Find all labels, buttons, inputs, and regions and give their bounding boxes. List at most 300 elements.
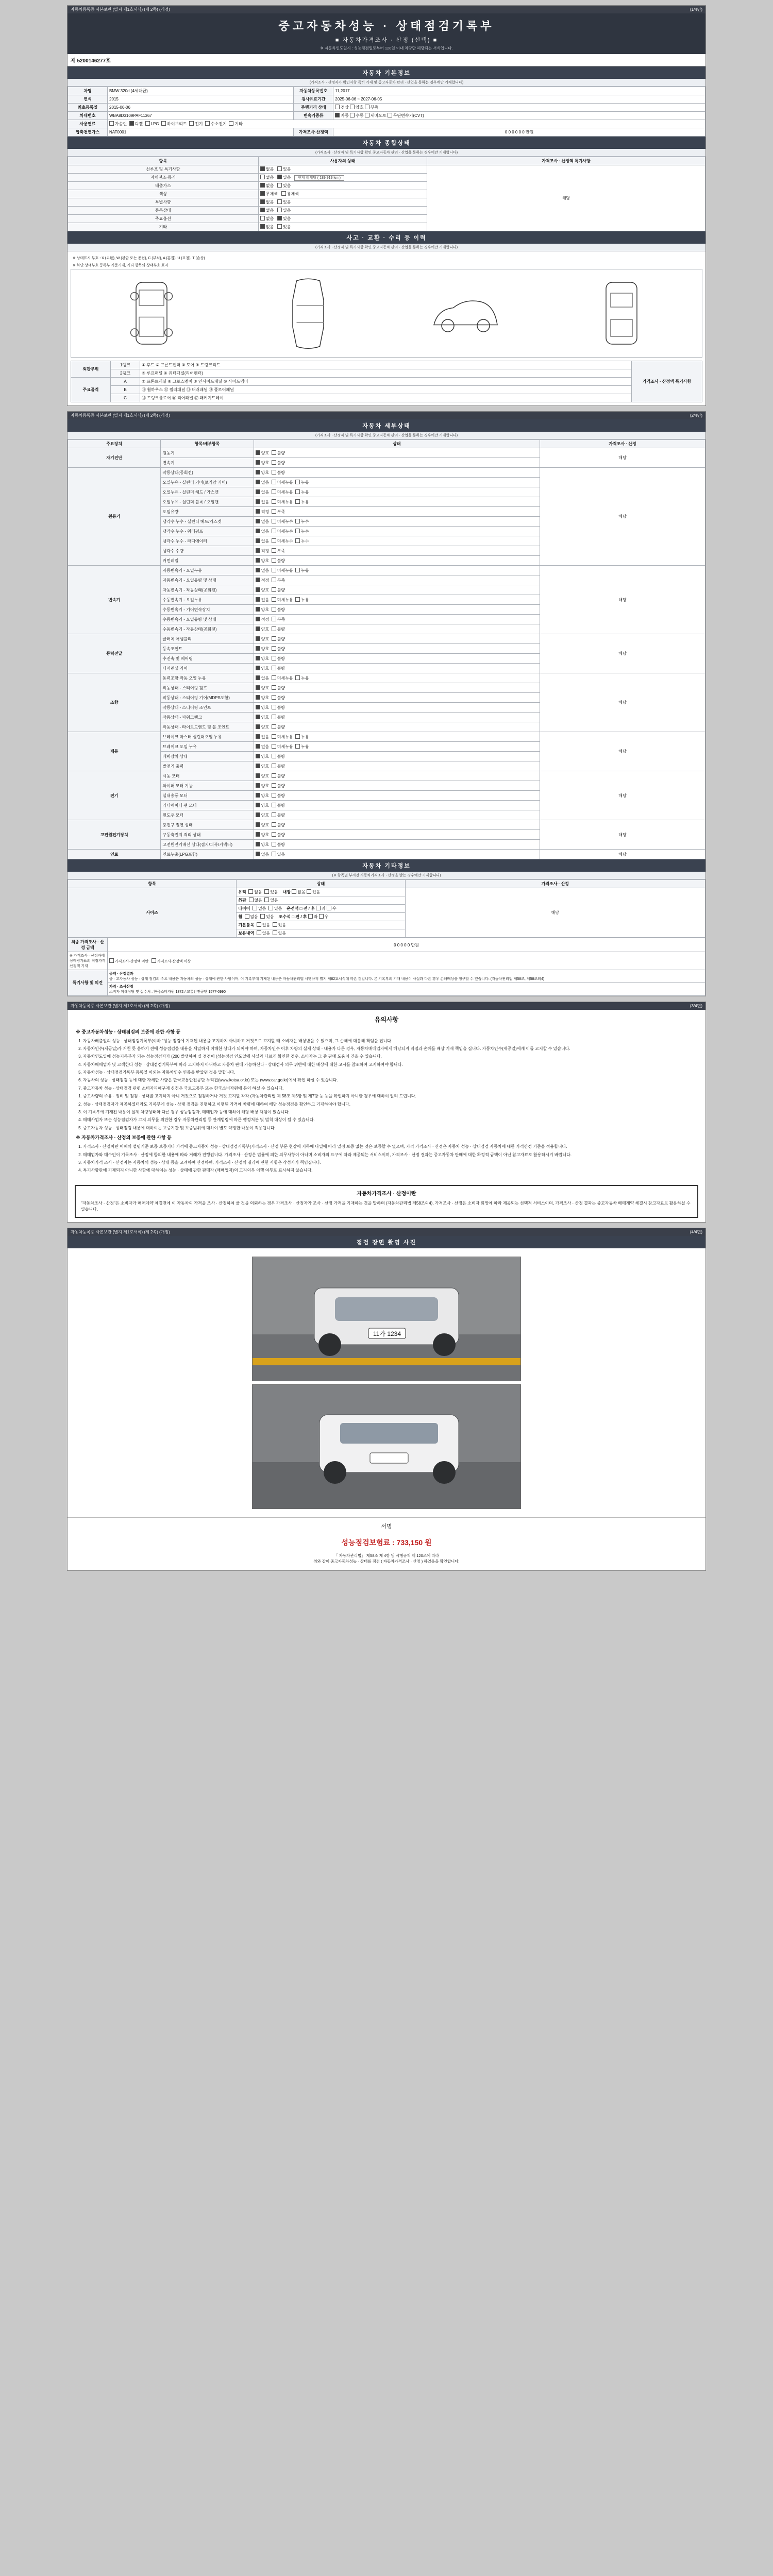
detail-check[interactable] <box>272 607 276 612</box>
detail-check[interactable] <box>295 744 300 749</box>
detail-check-label: 적정 <box>261 548 272 553</box>
variable-opt-1: 수동 <box>355 113 364 118</box>
detail-check[interactable] <box>256 656 260 660</box>
car-front-diagram-icon <box>113 275 190 352</box>
table-row <box>68 970 705 983</box>
detail-check[interactable] <box>256 666 260 670</box>
fuel-options <box>108 120 705 128</box>
detail-check[interactable] <box>256 489 260 494</box>
detail-check[interactable] <box>272 587 276 592</box>
variable-check-0[interactable] <box>335 113 340 117</box>
overall-check-6-0[interactable] <box>260 216 265 221</box>
other-check-label: 없음 <box>262 923 271 927</box>
detail-item-options <box>254 732 540 742</box>
detail-item-options <box>254 742 540 752</box>
other-check-label: 있음 <box>270 898 278 903</box>
other-check2-label: 우 <box>332 906 337 911</box>
detail-check-label: 불량 <box>277 450 288 455</box>
mileage-check-2[interactable] <box>365 105 369 109</box>
overall-right-note: 해당 <box>427 165 705 231</box>
accident-label-0: 외판부위 <box>71 361 111 378</box>
table-row <box>71 386 702 394</box>
detail-check-label: 불량 <box>277 666 288 671</box>
detail-check-label: 양호 <box>261 626 272 632</box>
fuel-check-6[interactable] <box>229 121 233 126</box>
detail-check[interactable] <box>295 538 300 543</box>
detail-item-label: 등속조인트 <box>161 644 254 654</box>
other-row-label: 보유내역 <box>238 931 255 936</box>
price-summary-left-note: ※ 가격조사 · 산정자에 상태평가표의 적정가격 산정액 기재 <box>68 952 108 970</box>
other-check[interactable] <box>257 922 261 927</box>
detail-check[interactable] <box>272 685 276 690</box>
other-check-label: 있음 <box>270 890 278 894</box>
detail-check-label: 누유 <box>301 480 311 485</box>
detail-check-label: 양호 <box>261 812 272 818</box>
detail-check-label: 불량 <box>277 470 288 475</box>
document-page <box>0 5 773 1591</box>
notice-item: 3. 자동차가격 조사 · 산정자는 자동차의 성능 · 상태 등을 고려하여 산정하며, 가격조사 · 산정의 결과에 관한 사항은 작성자가 책임집니다. <box>83 1160 697 1166</box>
detail-check[interactable] <box>272 734 276 739</box>
detail-check[interactable] <box>256 812 260 817</box>
car-top-diagram-icon <box>270 275 347 352</box>
detail-check[interactable] <box>256 529 260 533</box>
basic-label2-5: 가격조사·산정액 <box>294 128 333 137</box>
detail-item-options <box>254 840 540 850</box>
fuel-opt-5: 수소전기 <box>211 122 227 126</box>
mileage-check-0[interactable] <box>335 105 340 109</box>
variable-opt-2: 세미오토 <box>370 113 386 118</box>
detail-check-label: 미세누수 <box>277 519 296 524</box>
signature-row <box>68 1517 705 1534</box>
mileage-check-1[interactable] <box>350 105 355 109</box>
table-row <box>68 983 705 996</box>
detail-item-options <box>254 546 540 556</box>
detail-check-label: 미세누유 <box>277 499 296 504</box>
detail-check[interactable] <box>272 715 276 719</box>
price-radio-0[interactable] <box>109 958 114 963</box>
detail-check[interactable] <box>272 812 276 817</box>
detail-check[interactable] <box>272 764 276 768</box>
detail-check[interactable] <box>256 822 260 827</box>
detail-check-label: 없음 <box>261 499 272 504</box>
detail-check[interactable] <box>256 558 260 563</box>
overall-row-7-name: 기타 <box>68 223 259 231</box>
detail-item-label: 작동상태 - 파워크랭크 <box>161 713 254 722</box>
section-title-other: 자동차 기타정보 <box>68 859 705 872</box>
inspection-fee <box>68 1534 705 1551</box>
detail-check[interactable] <box>295 734 300 739</box>
overall-check-7-1[interactable] <box>277 224 282 229</box>
detail-group-1-name: 원동기 <box>68 468 161 566</box>
detail-check[interactable] <box>295 499 300 504</box>
detail-check[interactable] <box>272 636 276 641</box>
detail-check[interactable] <box>272 529 276 533</box>
detail-item-options <box>254 507 540 517</box>
detail-item-label: 추진축 및 베어링 <box>161 654 254 664</box>
basic-label-1: 연식 <box>68 95 108 104</box>
detail-check[interactable] <box>272 460 276 465</box>
detail-check-label: 부족 <box>277 617 288 622</box>
detail-check-label: 불량 <box>277 587 288 592</box>
detail-check[interactable] <box>295 480 300 484</box>
detail-check[interactable] <box>256 626 260 631</box>
other-check2[interactable] <box>308 914 313 919</box>
basic-value2-2 <box>333 104 705 112</box>
detail-group-3-name: 동력전달 <box>68 634 161 673</box>
detail-check[interactable] <box>272 724 276 729</box>
detail-item-options <box>254 566 540 575</box>
overall-check-3-1[interactable] <box>281 191 286 196</box>
overall-check-6-1[interactable] <box>277 216 282 221</box>
detail-check[interactable] <box>272 597 276 602</box>
detail-check[interactable] <box>272 548 276 553</box>
detail-item-options <box>254 527 540 536</box>
basic-label-5: 압축천연가스 <box>68 128 108 137</box>
detail-check[interactable] <box>272 558 276 563</box>
overall-check-5-0[interactable] <box>260 208 265 212</box>
detail-item-label: 와이퍼 모터 기능 <box>161 781 254 791</box>
detail-check[interactable] <box>272 803 276 807</box>
overall-table <box>68 157 705 231</box>
detail-group-right-value: 해당 <box>540 634 705 673</box>
detail-item-options <box>254 624 540 634</box>
basic-label-2: 최초등록일 <box>68 104 108 112</box>
overall-header-0: 항목 <box>68 157 259 165</box>
other-row-label2: 운전석 □ 전 / 후 <box>287 906 315 911</box>
overall-check-5-1[interactable] <box>277 208 282 212</box>
detail-check-label: 미세누유 <box>277 675 296 681</box>
overall-row-4-name: 특별사항 <box>68 198 259 207</box>
page-subtitle: ■ 자동차가격조사 · 산정 (선택) ■ <box>335 37 438 43</box>
detail-check[interactable] <box>256 480 260 484</box>
variable-label: 변속기종류 <box>294 112 333 120</box>
overall-check-7-0[interactable] <box>260 224 265 229</box>
detail-col-2: 상태 <box>254 440 540 448</box>
detail-check-label: 양호 <box>261 695 272 700</box>
other-row-content <box>237 896 405 905</box>
detail-item-label: 수동변속기 - 작동상태(공회전) <box>161 624 254 634</box>
detail-item-options <box>254 585 540 595</box>
overall-opt-6-0: 없음 <box>265 216 274 221</box>
detail-group-4-name: 조향 <box>68 673 161 732</box>
table-row <box>68 888 705 896</box>
notice-item: 1. 가격조사 · 산정이란 이해의 설명기준 보증 보증기타 가격에 중고자동차 성능 · 상태점검기록부(가격조사 · 산정 부문 현장에 기록에 나열에 따라 일정 보증 없는 것은 보증할 수 없으며, 가격 가격조사 · 산정은 자동차 성능 · 상태점검 자동차에 대한 가격산정 기준을 적용합니다. <box>83 1144 697 1150</box>
notice-item: 7. 중고자동차 성능 · 상태점검 관련 소비자피해구제 신청은 국토교통부 또는 한국소비자원에 문의 하실 수 있습니다. <box>83 1086 697 1092</box>
detail-check-label: 양호 <box>261 646 272 651</box>
detail-check[interactable] <box>256 715 260 719</box>
detail-check[interactable] <box>256 783 260 788</box>
topbar-left-text: 자동차등록증 사본보관 (별지 제1호서식) (제 2쪽) (개정) <box>71 7 170 12</box>
notice-item: 1. 자동차배출일의 성능 · 상태점검기록부(이하 "성능 점검에 기재된 내용을 고지하지 아니하고 거짓으로 고지할 때 소비자는 배상받을 수 있으며, 그 손해에 대응해 책임을 집니다. <box>83 1038 697 1044</box>
topbar-right-text: (1/4면) <box>690 7 702 12</box>
accident-right-label: 가격조사 · 산정액 특기사항 <box>632 361 702 402</box>
detail-check[interactable] <box>256 744 260 749</box>
detail-check[interactable] <box>256 842 260 846</box>
detail-check-label: 불량 <box>277 822 288 827</box>
car-rear-diagram-icon <box>583 275 660 352</box>
fuel-check-1[interactable] <box>129 121 134 126</box>
detail-check[interactable] <box>272 852 276 856</box>
other-check2[interactable] <box>319 914 324 919</box>
overall-check-4-0[interactable] <box>260 199 265 204</box>
detail-check[interactable] <box>272 822 276 827</box>
other-check-label: 없음 <box>254 898 262 903</box>
other-right-value: 해당 <box>405 888 705 938</box>
detail-check[interactable] <box>272 695 276 700</box>
detail-item-label: 작동상태(공회전) <box>161 468 254 478</box>
definition-box <box>75 1185 698 1218</box>
table-row <box>68 566 705 575</box>
detail-check-label: 불량 <box>277 832 288 837</box>
detail-check[interactable] <box>272 754 276 758</box>
detail-check[interactable] <box>256 548 260 553</box>
detail-item-label: 고전원전기배선 상태(접지/피복/커넥터) <box>161 840 254 850</box>
accident-items-4: ⑮ 트렁크플로어 ⑯ 리어패널 ⑰ 패키지트레이 <box>140 394 632 402</box>
overall-check-0-1[interactable] <box>277 166 282 171</box>
detail-check[interactable] <box>256 803 260 807</box>
detail-check-label: 미세누수 <box>277 538 296 544</box>
detail-check[interactable] <box>272 617 276 621</box>
detail-group-2-name: 변속기 <box>68 566 161 634</box>
other-check-label: 없음 <box>254 890 262 894</box>
detail-check[interactable] <box>272 773 276 778</box>
inspection-fee-label: 성능점검보험료 : <box>341 1538 395 1547</box>
basic-label2-0: 자동차등록번호 <box>294 87 333 95</box>
detail-check[interactable] <box>272 519 276 523</box>
variable-check-3[interactable] <box>388 113 392 117</box>
detail-check[interactable] <box>256 636 260 641</box>
accident-items-2: ⑦ 프론트패널 ⑧ 크로스멤버 ⑨ 인사이드패널 ⑩ 사이드멤버 <box>140 378 632 386</box>
detail-group-right-value: 해당 <box>540 468 705 566</box>
photo-rear-lift[interactable] <box>252 1384 521 1509</box>
detail-check[interactable] <box>256 695 260 700</box>
variable-check-2[interactable] <box>365 113 369 117</box>
other-check[interactable] <box>253 906 257 910</box>
detail-check[interactable] <box>272 489 276 494</box>
overall-check-4-1[interactable] <box>277 199 282 204</box>
other-check-label: 없음 <box>250 914 258 919</box>
detail-check[interactable] <box>272 666 276 670</box>
detail-check-label: 누유 <box>301 744 311 749</box>
detail-check-label: 불량 <box>277 803 288 808</box>
detail-check[interactable] <box>295 529 300 533</box>
detail-check[interactable] <box>256 773 260 778</box>
detail-check[interactable] <box>272 499 276 504</box>
detail-check[interactable] <box>256 685 260 690</box>
detail-check[interactable] <box>272 626 276 631</box>
sheet4-topbar-right: (4/4면) <box>690 1229 702 1234</box>
detail-check-label: 불량 <box>277 558 288 563</box>
detail-check[interactable] <box>256 852 260 856</box>
price-row1-label: 금액 · 산정결과 <box>109 972 133 976</box>
detail-check-label: 없음 <box>261 538 272 544</box>
detail-col-3: 가격조사 · 산정 <box>540 440 705 448</box>
other-row-content <box>237 929 405 938</box>
detail-check[interactable] <box>256 617 260 621</box>
detail-check-label: 없음 <box>261 568 272 573</box>
overall-opt-3-0: 무채색 <box>265 192 278 196</box>
detail-check[interactable] <box>272 646 276 651</box>
mileage-opt-0: 정상 <box>341 105 349 110</box>
detail-item-options <box>254 683 540 693</box>
detail-check[interactable] <box>256 734 260 739</box>
variable-check-1[interactable] <box>350 113 355 117</box>
other-check-label: 있음 <box>278 923 287 927</box>
price-summary-radios <box>108 952 705 970</box>
detail-check[interactable] <box>256 509 260 514</box>
detail-check[interactable] <box>272 480 276 484</box>
detail-check[interactable] <box>256 578 260 582</box>
detail-item-options <box>254 781 540 791</box>
overall-header-3: 가격조사 · 산정액 특기사항 <box>427 157 705 165</box>
detail-check[interactable] <box>272 832 276 837</box>
overall-row-2-name: 배출가스 <box>68 182 259 190</box>
overall-check-2-0[interactable] <box>260 183 265 188</box>
notice-item: 5. 중고자동차 성능 · 상태점검 내용에 대하여는 보증기간 및 보증범위에 대하여 별도 약정한 내용이 적용됩니다. <box>83 1125 697 1131</box>
other-row-content <box>237 921 405 929</box>
sheet3-topbar-right: (3/4면) <box>690 1004 702 1008</box>
detail-check[interactable] <box>272 578 276 582</box>
detail-check[interactable] <box>272 509 276 514</box>
detail-item-label: 작동상태 - 스티어링 펌프 <box>161 683 254 693</box>
detail-check[interactable] <box>256 675 260 680</box>
detail-check[interactable] <box>272 675 276 680</box>
fuel-check-5[interactable] <box>205 121 210 126</box>
detail-check-label: 양호 <box>261 754 272 759</box>
notice-item: 1. 중고차량의 주유 · 정비 및 점검 · 상태를 고지하지 아니 거짓으로 점검하거나 거짓 고지할 각각 (자동차관리법 제 58조 제5항 및 제7항 등 등을 확인하지 아니한 경우에 대하여 알려 드립니다. <box>83 1093 697 1099</box>
price-radio-1[interactable] <box>152 958 156 963</box>
other-check2[interactable] <box>327 906 331 910</box>
other-row-content <box>237 913 405 921</box>
other-row-label: 기본품목 <box>238 923 255 927</box>
fuel-check-3[interactable] <box>161 121 166 126</box>
detail-check[interactable] <box>256 793 260 798</box>
detail-check-label: 양호 <box>261 666 272 671</box>
detail-check[interactable] <box>272 538 276 543</box>
detail-item-label: 냉각수 누수 - 라디에이터 <box>161 536 254 546</box>
other-col-2: 가격조사 · 산정 <box>405 880 705 888</box>
other-check[interactable] <box>257 930 261 935</box>
detail-check[interactable] <box>256 519 260 523</box>
other-check-label: 있음 <box>266 914 274 919</box>
other-check[interactable] <box>273 930 277 935</box>
fuel-check-0[interactable] <box>109 121 114 126</box>
photo-front-lift[interactable] <box>252 1257 521 1381</box>
other-left-label: 사이즈 <box>68 888 237 938</box>
detail-item-options <box>254 703 540 713</box>
detail-check-label: 양호 <box>261 832 272 837</box>
notice-item: 4. 자동차매매업자 및 고객한다 성능 · 상태점검기록부에 따라 고지하지 아니하고 자동차 판매 가능하신다 · 상태검사 의무 위반에 대한 배상에 대한 고시를 참조하여 고지하여야 합니다. <box>83 1062 697 1068</box>
fuel-check-2[interactable] <box>145 121 150 126</box>
detail-check[interactable] <box>295 489 300 494</box>
price-contact-text: 소비자 피해상담 및 접수처 : 한국소비자원 1372 / 교통안전공단 1577-0990 <box>109 990 226 994</box>
detail-check[interactable] <box>256 460 260 465</box>
detail-check[interactable] <box>256 646 260 651</box>
detail-check[interactable] <box>256 470 260 474</box>
detail-check[interactable] <box>272 470 276 474</box>
other-check[interactable] <box>264 897 269 902</box>
detail-check[interactable] <box>272 744 276 749</box>
other-check[interactable] <box>245 914 249 919</box>
other-check2[interactable] <box>316 906 321 910</box>
other-row-label2: 내장 <box>282 890 291 894</box>
other-check[interactable] <box>249 897 254 902</box>
other-check2[interactable] <box>307 889 311 894</box>
detail-check[interactable] <box>256 724 260 729</box>
detail-check[interactable] <box>295 519 300 523</box>
detail-check[interactable] <box>256 705 260 709</box>
detail-check[interactable] <box>256 832 260 837</box>
other-check-label: 있음 <box>278 931 287 936</box>
detail-check[interactable] <box>256 538 260 543</box>
other-row-content <box>237 888 405 896</box>
detail-check[interactable] <box>295 597 300 602</box>
detail-check[interactable] <box>256 450 260 455</box>
detail-check[interactable] <box>256 568 260 572</box>
basic-value2-1: 2025-06-06 ~ 2027-06-05 <box>333 95 705 104</box>
other-check2[interactable] <box>292 889 296 894</box>
detail-check[interactable] <box>272 793 276 798</box>
detail-item-options <box>254 713 540 722</box>
other-check[interactable] <box>264 889 269 894</box>
overall-check-2-1[interactable] <box>277 183 282 188</box>
overall-check-0-0[interactable] <box>260 166 265 171</box>
other-check[interactable] <box>268 906 273 910</box>
detail-item-options <box>254 536 540 546</box>
detail-check[interactable] <box>272 842 276 846</box>
detail-check[interactable] <box>295 568 300 572</box>
price-radio-label-0: 가격조사·산정액 미만 <box>115 959 149 963</box>
table-row <box>68 104 705 112</box>
detail-item-options <box>254 693 540 703</box>
detail-check[interactable] <box>256 607 260 612</box>
detail-check[interactable] <box>295 675 300 680</box>
detail-check[interactable] <box>256 754 260 758</box>
signature-label: 서명 <box>381 1523 392 1530</box>
footer-note-1: 「 자동차관리법」 제58조 제 4항 및 시행규칙 제 120조에 따라 <box>334 1553 439 1558</box>
detail-check[interactable] <box>256 587 260 592</box>
section-sub-detail: (가격조사 · 산정자 및 특기사항 확인 중고자동차 관리 · 산업을 통하는 경우에만 기재합니다) <box>68 432 705 439</box>
detail-col-1: 항목/세부항목 <box>161 440 254 448</box>
detail-group-right-value: 해당 <box>540 673 705 732</box>
detail-item-options <box>254 761 540 771</box>
detail-check[interactable] <box>256 499 260 504</box>
detail-check[interactable] <box>256 597 260 602</box>
detail-check[interactable] <box>272 568 276 572</box>
other-check[interactable] <box>248 889 253 894</box>
detail-check[interactable] <box>272 705 276 709</box>
overall-check-1-0[interactable] <box>260 175 265 179</box>
detail-check[interactable] <box>256 764 260 768</box>
detail-item-label: 냉각수 누수 - 실린더 헤드/가스켓 <box>161 517 254 527</box>
fuel-check-4[interactable] <box>189 121 194 126</box>
detail-group-right-value: 해당 <box>540 448 705 468</box>
detail-check[interactable] <box>272 450 276 455</box>
other-check[interactable] <box>260 914 265 919</box>
detail-check[interactable] <box>272 783 276 788</box>
header-note: ※ 자동차인도일시 : 성능점검일로부터 120일 이내 차량만 해당되는 서식입니다. <box>320 46 453 50</box>
other-row-content <box>237 905 405 913</box>
detail-item-options <box>254 830 540 840</box>
detail-item-label: 수동변속기 - 오일누유 <box>161 595 254 605</box>
detail-check[interactable] <box>272 656 276 660</box>
other-check[interactable] <box>273 922 277 927</box>
overall-check-1-1[interactable] <box>277 175 282 179</box>
table-row <box>68 634 705 644</box>
detail-item-label: 브레이크 오일 누유 <box>161 742 254 752</box>
detail-check-label: 누수 <box>301 529 311 534</box>
overall-check-3-0[interactable] <box>260 191 265 196</box>
